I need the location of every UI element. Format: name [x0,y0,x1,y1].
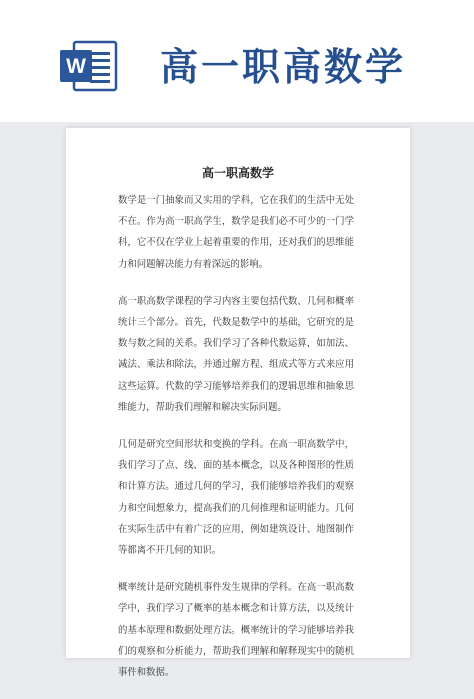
paragraph-intro: 数学是一门抽象而又实用的学科，它在我们的生活中无处不在。作为高一职高学生，数学是我们必不可少的一门学科，它不仅在学业上起着重要的作用，还对我们的思维能力和问题解决能力有着深远的影响。 [118,195,354,270]
paragraph-probability: 概率统计是研究随机事件发生规律的学科。在高一职高数学中，我们学习了概率的基本概念和计算方法，以及统计的基本原理和数据处理方法。概率统计的学习能够培养我们的观察和分析能力，帮助我们理解和解释现实中的随机事件和数据。 [118,582,354,679]
paragraph-algebra: 高一职高数学课程的学习内容主要包括代数、几何和概率统计三个部分。首先，代数是数学中的基础，它研究的是数与数之间的关系。我们学习了各种代数运算，如加法、减法、乘法和除法，并通过解方程、组成式等方式来应用这些运算。代数的学习能够培养我们的逻辑思维和抽象思维能力，帮助我们理解和解决实际问题。 [118,295,354,413]
paragraph-geometry: 几何是研究空间形状和变换的学科。在高一职高数学中，我们学习了点、线、面的基本概念，以及各种图形的性质和计算方法。通过几何的学习，我们能够培养我们的观察力和空间想象力，提高我们的几何推理和证明能力。几何在实际生活中有着广泛的应用，例如建筑设计、地图制作等都离不开几何的知识。 [118,439,354,557]
header-title: 高一职高数学 [160,45,407,89]
document-body [118,190,354,699]
document-title: 高一职高数学 [201,166,274,180]
word-document-icon [60,40,118,92]
document-page [66,128,410,679]
word-logo-letter: W [66,55,86,78]
header-banner [0,0,474,122]
